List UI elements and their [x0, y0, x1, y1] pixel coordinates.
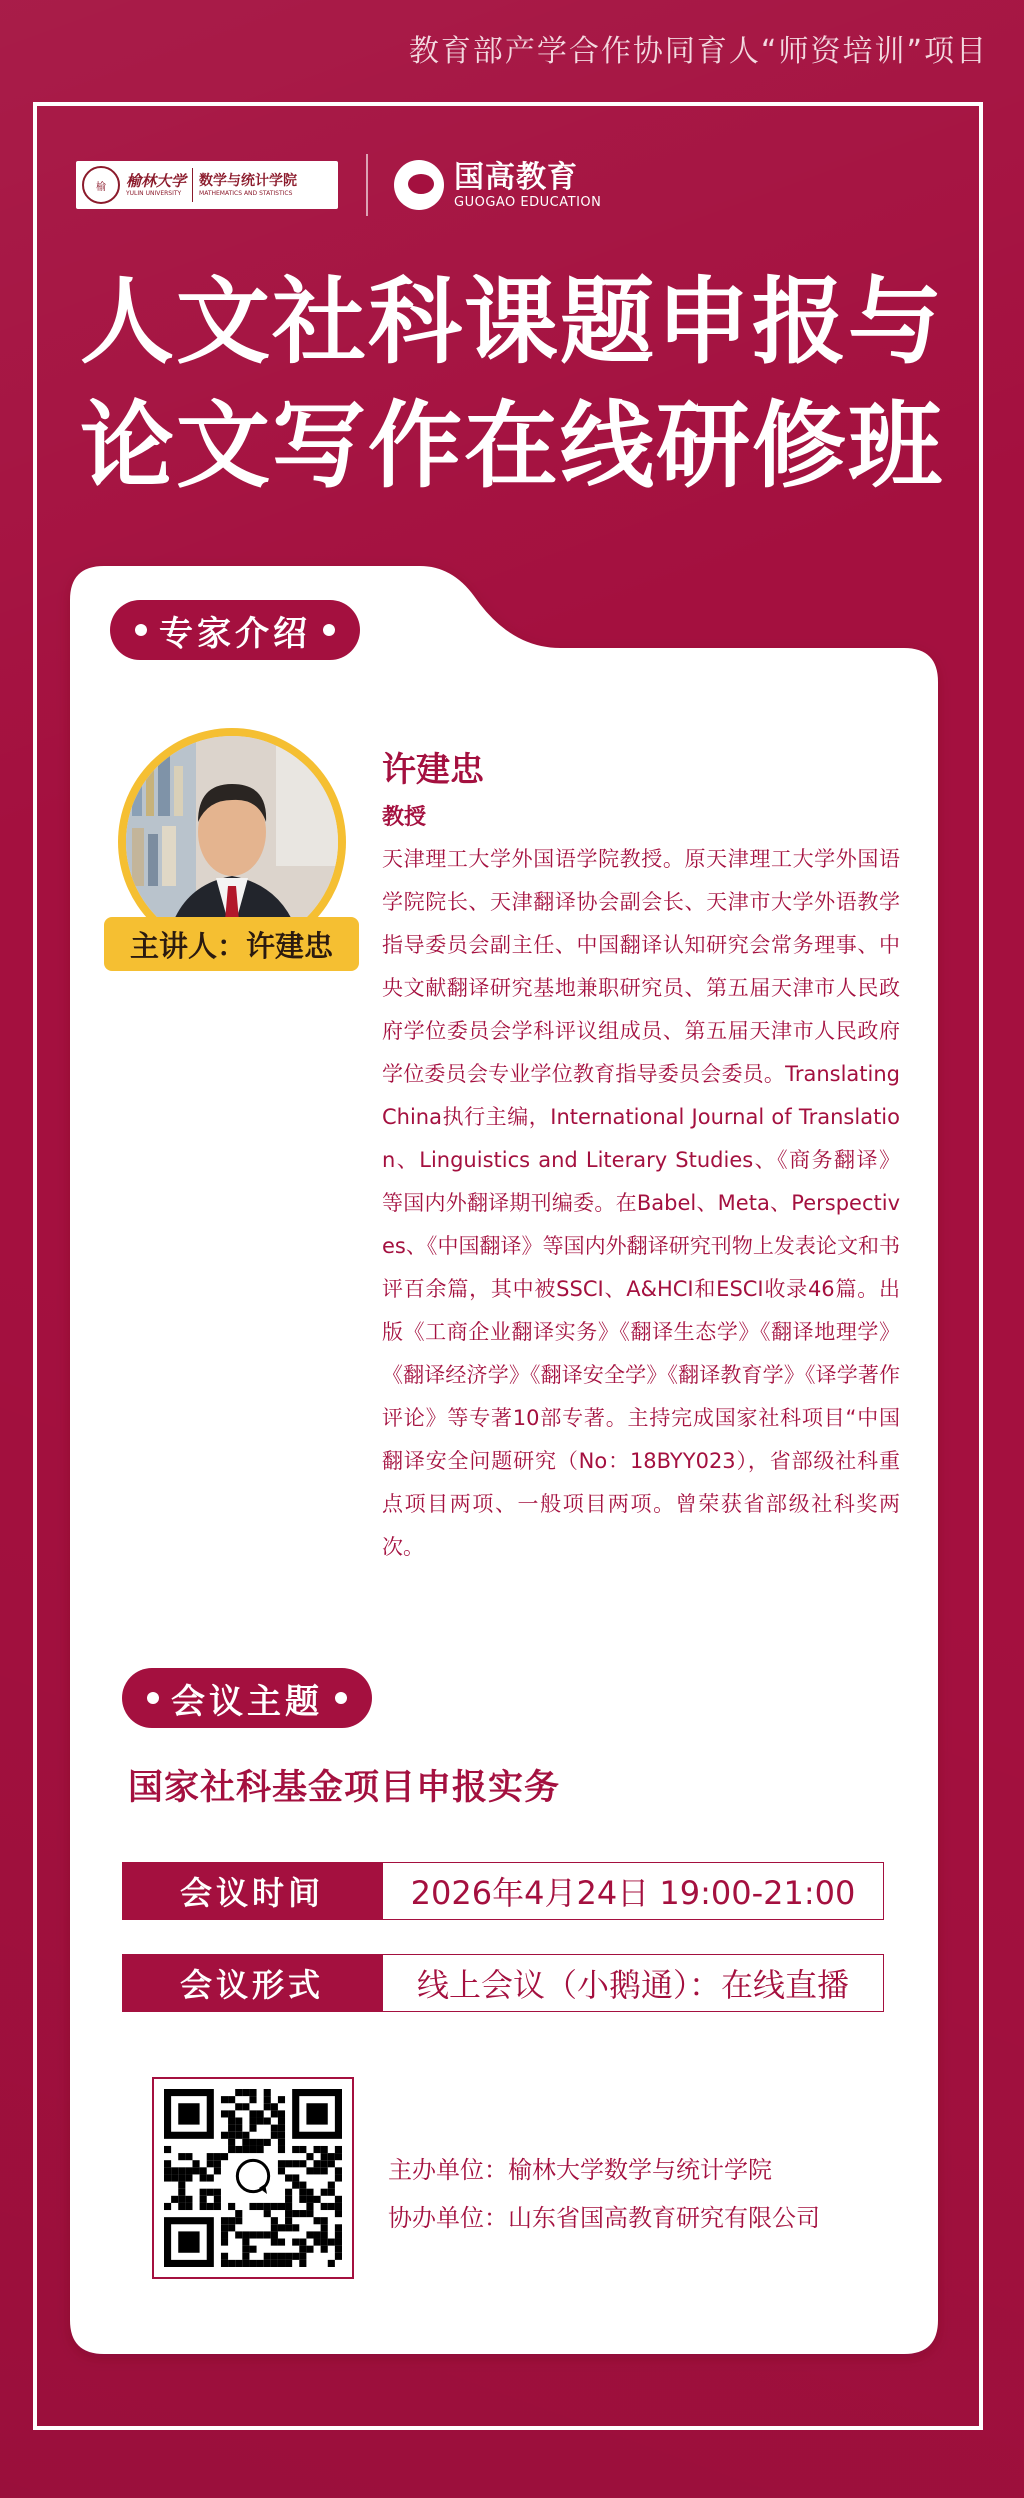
university-name-en: YULIN UNIVERSITY [126, 189, 182, 197]
department-name-cn: 数学与统计学院 [199, 172, 298, 189]
bullet-icon [147, 1692, 159, 1704]
format-value: 线上会议（小鹅通）：在线直播 [382, 1954, 884, 2012]
title-line-1: 人文社科课题申报与 [79, 268, 944, 377]
speaker-bio: 天津理工大学外国语学院教授。原天津理工大学外国语学院院长、天津翻译协会副会长、天津市大学外语教学指导委员会副主任、中国翻译认知研究会常务理事、中央文献翻译研究基地兼职研究员、第五届天津市人民政府学位委员会学科评议组成员、第五届天津市人民政府学位委员会专业学位教育指导委员会委员。Translating China执行主编，International Journal of Translation、Linguistics and Literary Studies、《商务翻译》等国内外翻译期刊编委。在Babel、Meta、Perspectives、《中国翻译》等国内外翻译研究刊物上发表论文和书评百余篇，其中被SSCI、A&HCI和ESCI收录46篇。出版《工商企业翻译实务》《翻译生态学》《翻译地理学》《翻译经济学》《翻译安全学》《翻译教育学》《译学著作评论》等专著10部专著。主持完成国家社科项目“中国翻译安全问题研究（No：18BYY023），省部级社科重点项目两项、一般项目两项。曾荣获省部级社科奖两次。 [382, 847, 900, 1559]
title-line-2: 论文写作在线研修班 [79, 392, 944, 501]
time-value: 2026年4月24日 19:00-21:00 [382, 1862, 884, 1920]
guogao-name-cn: 国高教育 [454, 159, 578, 195]
bullet-icon [135, 624, 147, 636]
speaker-name: 许建忠 [382, 750, 484, 790]
bullet-icon [335, 1692, 347, 1704]
expert-section-label: 专家介绍 [110, 600, 360, 660]
host-organizer: 主办单位：榆林大学数学与统计学院 [388, 2156, 772, 2184]
speaker-tag: 主讲人：许建忠 [104, 917, 359, 971]
topic-section-label: 会议主题 [122, 1668, 372, 1728]
qr-code[interactable] [152, 2077, 354, 2279]
university-seal-icon: 榆 [82, 166, 120, 204]
bullet-icon [323, 624, 335, 636]
speaker-rank: 教授 [382, 805, 427, 830]
university-name-cn: 榆林大学 [126, 171, 187, 190]
qr-code-icon [154, 2079, 352, 2277]
time-label: 会议时间 [122, 1862, 382, 1920]
co-host-organizer: 协办单位：山东省国高教育研究有限公司 [388, 2204, 820, 2232]
program-line: 教育部产学合作协同育人“师资培训”项目 [408, 34, 988, 69]
guogao-name-en: GUOGAO EDUCATION [454, 194, 602, 210]
format-label: 会议形式 [122, 1954, 382, 2012]
meeting-topic: 国家社科基金项目申报实务 [128, 1768, 561, 1808]
department-name-en: MATHEMATICS AND STATISTICS [199, 189, 293, 197]
